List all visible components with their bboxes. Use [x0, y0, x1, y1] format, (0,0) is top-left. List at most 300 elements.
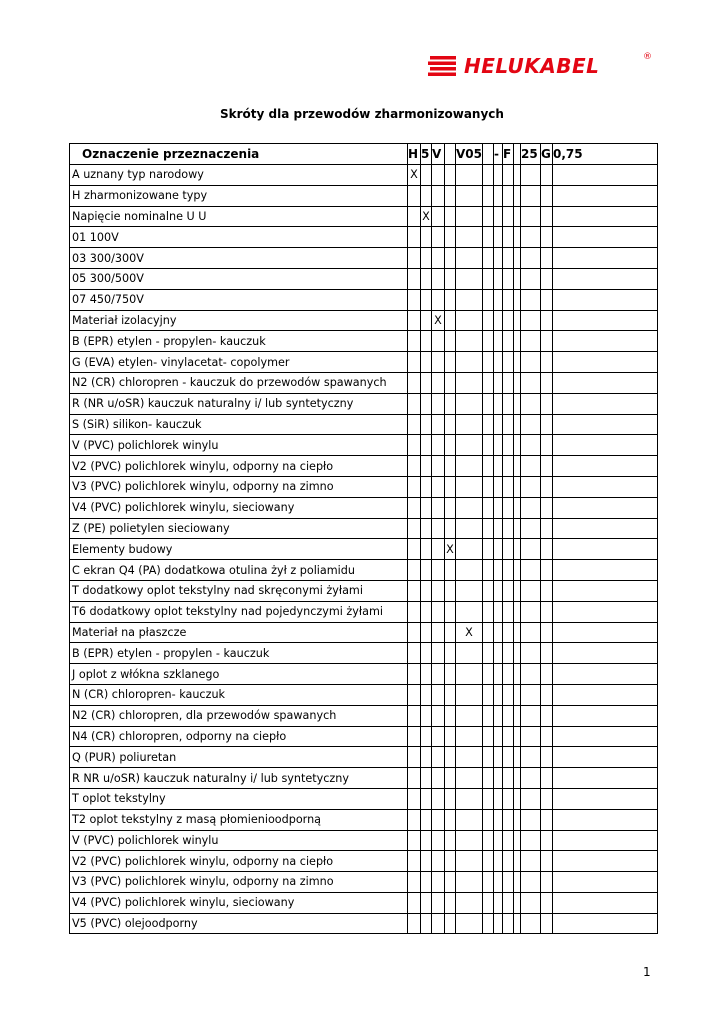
- code-cell: [541, 289, 553, 310]
- code-cell: [541, 393, 553, 414]
- code-cell: [494, 476, 503, 497]
- code-cell: [494, 580, 503, 601]
- code-cell: [483, 851, 494, 872]
- code-cell: [483, 372, 494, 393]
- code-cell: [483, 310, 494, 331]
- code-cell: [503, 768, 514, 789]
- code-cell: [521, 435, 541, 456]
- header-code-cell: 5: [421, 144, 432, 165]
- row-label: V (PVC) polichlorek winylu: [70, 830, 408, 851]
- code-cell: [503, 560, 514, 581]
- code-cell: [553, 227, 658, 248]
- code-cell: [432, 227, 445, 248]
- helukabel-logo-mark-icon: [428, 56, 458, 76]
- code-cell: [553, 892, 658, 913]
- row-label: S (SiR) silikon- kauczuk: [70, 414, 408, 435]
- code-cell: [445, 872, 456, 893]
- table-row: [70, 331, 658, 352]
- code-cell: [445, 747, 456, 768]
- code-cell: [494, 248, 503, 269]
- code-cell: [503, 289, 514, 310]
- code-cell: [421, 539, 432, 560]
- code-cell: [456, 165, 483, 186]
- code-cell: [503, 892, 514, 913]
- table-row: [70, 165, 658, 186]
- code-cell: [541, 851, 553, 872]
- code-cell: [483, 185, 494, 206]
- code-cell: [421, 372, 432, 393]
- code-cell: [553, 747, 658, 768]
- code-cell: [553, 206, 658, 227]
- code-cell: [408, 227, 421, 248]
- code-cell: [553, 518, 658, 539]
- code-cell: [483, 476, 494, 497]
- code-cell: [456, 476, 483, 497]
- code-cell: [494, 185, 503, 206]
- code-cell: [408, 393, 421, 414]
- code-cell: [553, 476, 658, 497]
- table-body: [70, 165, 658, 934]
- row-label: 07 450/750V: [70, 289, 408, 310]
- table-row: [70, 747, 658, 768]
- code-cell: [553, 601, 658, 622]
- code-cell: [408, 872, 421, 893]
- code-cell: X: [445, 539, 456, 560]
- code-cell: [456, 643, 483, 664]
- code-cell: [421, 580, 432, 601]
- code-cell: [541, 830, 553, 851]
- code-cell: [432, 435, 445, 456]
- row-label: C ekran Q4 (PA) dodatkowa otulina żył z poliamidu: [70, 560, 408, 581]
- code-cell: [553, 310, 658, 331]
- row-label: 01 100V: [70, 227, 408, 248]
- header-code-cell: 25: [521, 144, 541, 165]
- code-cell: [521, 851, 541, 872]
- table-row: [70, 664, 658, 685]
- code-cell: [514, 872, 521, 893]
- code-cell: [408, 435, 421, 456]
- code-cell: [514, 684, 521, 705]
- code-cell: [408, 331, 421, 352]
- code-cell: [483, 622, 494, 643]
- row-label: Materiał na płaszcze: [70, 622, 408, 643]
- code-cell: [503, 165, 514, 186]
- code-cell: [445, 165, 456, 186]
- code-cell: [432, 664, 445, 685]
- code-cell: [432, 705, 445, 726]
- code-cell: [494, 393, 503, 414]
- code-cell: [553, 684, 658, 705]
- code-cell: [456, 809, 483, 830]
- code-cell: [503, 331, 514, 352]
- code-cell: [503, 248, 514, 269]
- code-cell: [408, 726, 421, 747]
- row-label: 05 300/500V: [70, 268, 408, 289]
- code-cell: [514, 643, 521, 664]
- code-cell: [553, 248, 658, 269]
- table-row: [70, 206, 658, 227]
- code-cell: [421, 289, 432, 310]
- code-cell: [541, 768, 553, 789]
- code-cell: [421, 456, 432, 477]
- code-cell: [408, 518, 421, 539]
- code-cell: [514, 892, 521, 913]
- code-cell: [494, 518, 503, 539]
- code-cell: [432, 497, 445, 518]
- code-cell: [514, 248, 521, 269]
- code-cell: [494, 539, 503, 560]
- code-cell: [456, 393, 483, 414]
- code-cell: [541, 497, 553, 518]
- code-cell: [514, 851, 521, 872]
- row-label: B (EPR) etylen - propylen- kauczuk: [70, 331, 408, 352]
- code-cell: [541, 456, 553, 477]
- code-cell: [514, 435, 521, 456]
- code-cell: [483, 435, 494, 456]
- code-cell: [445, 788, 456, 809]
- code-cell: [421, 560, 432, 581]
- code-cell: [503, 851, 514, 872]
- code-cell: [521, 456, 541, 477]
- code-cell: [494, 435, 503, 456]
- code-cell: [408, 560, 421, 581]
- code-cell: [494, 830, 503, 851]
- code-cell: [514, 497, 521, 518]
- code-cell: [432, 165, 445, 186]
- code-cell: [408, 809, 421, 830]
- code-cell: [514, 393, 521, 414]
- page-number: 1: [643, 965, 651, 979]
- table-row: [70, 601, 658, 622]
- code-cell: [553, 705, 658, 726]
- code-cell: [483, 726, 494, 747]
- code-cell: [541, 560, 553, 581]
- code-cell: [456, 248, 483, 269]
- row-label: R NR u/oSR) kauczuk naturalny i/ lub syntetyczny: [70, 768, 408, 789]
- code-cell: [421, 601, 432, 622]
- code-cell: [514, 705, 521, 726]
- code-cell: [541, 664, 553, 685]
- code-cell: [521, 560, 541, 581]
- header-code-cell: H: [408, 144, 421, 165]
- code-cell: [503, 643, 514, 664]
- code-cell: [483, 456, 494, 477]
- code-cell: [483, 497, 494, 518]
- code-cell: [521, 913, 541, 934]
- code-cell: [445, 580, 456, 601]
- code-cell: [553, 539, 658, 560]
- code-cell: [503, 830, 514, 851]
- table-row: [70, 248, 658, 269]
- code-cell: [494, 268, 503, 289]
- code-cell: [432, 248, 445, 269]
- code-cell: [456, 726, 483, 747]
- code-cell: [514, 539, 521, 560]
- code-cell: [521, 892, 541, 913]
- row-label: N (CR) chloropren- kauczuk: [70, 684, 408, 705]
- code-cell: [456, 289, 483, 310]
- code-cell: [445, 227, 456, 248]
- code-cell: [503, 310, 514, 331]
- code-cell: [514, 601, 521, 622]
- code-cell: [432, 289, 445, 310]
- code-cell: [445, 643, 456, 664]
- code-cell: [521, 830, 541, 851]
- page-title: Skróty dla przewodów zharmonizowanych: [220, 107, 504, 121]
- table-row: [70, 580, 658, 601]
- code-cell: [541, 518, 553, 539]
- code-cell: [514, 830, 521, 851]
- row-label: V (PVC) polichlorek winylu: [70, 435, 408, 456]
- row-label: N2 (CR) chloropren - kauczuk do przewodów spawanych: [70, 372, 408, 393]
- code-cell: [553, 456, 658, 477]
- row-label: J oplot z włókna szklanego: [70, 664, 408, 685]
- table-row: [70, 830, 658, 851]
- code-cell: [521, 518, 541, 539]
- code-cell: [503, 352, 514, 373]
- code-cell: [521, 643, 541, 664]
- code-cell: [494, 497, 503, 518]
- code-cell: [483, 165, 494, 186]
- code-cell: [432, 456, 445, 477]
- code-cell: [456, 851, 483, 872]
- code-cell: [445, 809, 456, 830]
- code-cell: [494, 705, 503, 726]
- code-cell: [408, 414, 421, 435]
- code-cell: [456, 601, 483, 622]
- code-cell: [553, 664, 658, 685]
- code-cell: [494, 788, 503, 809]
- row-label: T2 oplot tekstylny z masą płomienioodporną: [70, 809, 408, 830]
- code-cell: [553, 331, 658, 352]
- code-cell: [514, 206, 521, 227]
- code-cell: [483, 664, 494, 685]
- code-cell: [553, 809, 658, 830]
- code-cell: [503, 476, 514, 497]
- table-row: [70, 497, 658, 518]
- code-cell: [483, 643, 494, 664]
- code-cell: [456, 830, 483, 851]
- code-cell: [521, 809, 541, 830]
- code-cell: [494, 331, 503, 352]
- table-row: [70, 372, 658, 393]
- code-cell: [503, 393, 514, 414]
- code-cell: [521, 622, 541, 643]
- code-cell: [408, 747, 421, 768]
- code-cell: [521, 684, 541, 705]
- code-cell: [503, 872, 514, 893]
- code-cell: [432, 788, 445, 809]
- code-cell: [541, 310, 553, 331]
- code-cell: [456, 747, 483, 768]
- code-cell: [541, 684, 553, 705]
- code-cell: [421, 872, 432, 893]
- code-cell: [541, 705, 553, 726]
- code-cell: [494, 872, 503, 893]
- code-cell: [503, 580, 514, 601]
- code-cell: [408, 580, 421, 601]
- code-cell: [541, 788, 553, 809]
- code-cell: [503, 809, 514, 830]
- code-cell: [432, 518, 445, 539]
- code-cell: [553, 726, 658, 747]
- table-row: [70, 913, 658, 934]
- code-cell: [432, 726, 445, 747]
- code-cell: [494, 747, 503, 768]
- code-cell: [432, 643, 445, 664]
- code-cell: [432, 372, 445, 393]
- code-cell: [521, 393, 541, 414]
- code-cell: [445, 684, 456, 705]
- code-cell: [541, 580, 553, 601]
- code-cell: [483, 560, 494, 581]
- code-cell: [541, 165, 553, 186]
- code-cell: [521, 705, 541, 726]
- code-cell: [445, 560, 456, 581]
- code-cell: [503, 518, 514, 539]
- code-cell: [521, 289, 541, 310]
- code-cell: [494, 227, 503, 248]
- code-cell: [541, 206, 553, 227]
- code-cell: [421, 830, 432, 851]
- row-label: V3 (PVC) polichlorek winylu, odporny na zimno: [70, 476, 408, 497]
- code-cell: [503, 726, 514, 747]
- code-cell: [494, 560, 503, 581]
- code-cell: [541, 892, 553, 913]
- header-code-cell: F: [503, 144, 514, 165]
- code-cell: [514, 476, 521, 497]
- code-cell: [432, 580, 445, 601]
- row-label: H zharmonizowane typy: [70, 185, 408, 206]
- code-cell: [514, 372, 521, 393]
- code-cell: [456, 456, 483, 477]
- table-row: [70, 560, 658, 581]
- code-cell: [514, 560, 521, 581]
- code-cell: [514, 580, 521, 601]
- code-cell: [456, 560, 483, 581]
- code-cell: [456, 705, 483, 726]
- code-cell: [408, 705, 421, 726]
- code-cell: [456, 518, 483, 539]
- code-cell: [521, 185, 541, 206]
- code-cell: [456, 227, 483, 248]
- table-row: [70, 393, 658, 414]
- code-cell: [503, 372, 514, 393]
- code-cell: [421, 768, 432, 789]
- code-cell: [521, 872, 541, 893]
- code-cell: [494, 372, 503, 393]
- table-row: [70, 185, 658, 206]
- code-cell: [432, 560, 445, 581]
- table-row: [70, 268, 658, 289]
- table-row: [70, 643, 658, 664]
- code-cell: [445, 601, 456, 622]
- code-cell: [514, 289, 521, 310]
- code-cell: [456, 872, 483, 893]
- code-cell: [541, 435, 553, 456]
- code-cell: [521, 414, 541, 435]
- code-cell: [483, 352, 494, 373]
- code-cell: [445, 185, 456, 206]
- code-cell: [421, 476, 432, 497]
- code-cell: [408, 892, 421, 913]
- code-cell: [553, 830, 658, 851]
- code-cell: [432, 185, 445, 206]
- header-code-cell: 0,75: [553, 144, 658, 165]
- code-cell: [432, 331, 445, 352]
- code-cell: [432, 206, 445, 227]
- header-code-cell: G: [541, 144, 553, 165]
- code-cell: [503, 622, 514, 643]
- code-cell: [445, 289, 456, 310]
- code-cell: [553, 768, 658, 789]
- code-cell: [445, 268, 456, 289]
- code-cell: [503, 684, 514, 705]
- code-cell: [445, 414, 456, 435]
- code-cell: [503, 456, 514, 477]
- code-cell: [494, 684, 503, 705]
- code-cell: [521, 580, 541, 601]
- row-label: B (EPR) etylen - propylen - kauczuk: [70, 643, 408, 664]
- code-cell: [445, 310, 456, 331]
- code-cell: [408, 352, 421, 373]
- table-row: [70, 872, 658, 893]
- table-row: [70, 310, 658, 331]
- code-cell: [514, 768, 521, 789]
- code-cell: [432, 601, 445, 622]
- code-cell: [456, 206, 483, 227]
- code-cell: [483, 747, 494, 768]
- code-cell: [421, 227, 432, 248]
- code-cell: [521, 476, 541, 497]
- code-cell: [553, 643, 658, 664]
- code-cell: [483, 788, 494, 809]
- code-cell: [432, 830, 445, 851]
- code-cell: [456, 310, 483, 331]
- code-cell: [421, 788, 432, 809]
- code-cell: [432, 352, 445, 373]
- code-cell: [553, 913, 658, 934]
- code-cell: [541, 643, 553, 664]
- code-cell: [494, 206, 503, 227]
- code-cell: [432, 684, 445, 705]
- code-cell: [408, 289, 421, 310]
- code-cell: [483, 289, 494, 310]
- row-label: T dodatkowy oplot tekstylny nad skręconymi żyłami: [70, 580, 408, 601]
- code-cell: [432, 892, 445, 913]
- table-row: [70, 726, 658, 747]
- code-cell: [494, 892, 503, 913]
- code-cell: [483, 331, 494, 352]
- row-label: V2 (PVC) polichlorek winylu, odporny na ciepło: [70, 851, 408, 872]
- code-cell: [445, 851, 456, 872]
- code-cell: [494, 913, 503, 934]
- code-cell: [456, 414, 483, 435]
- row-label: V2 (PVC) polichlorek winylu, odporny na ciepło: [70, 456, 408, 477]
- code-cell: [553, 165, 658, 186]
- code-cell: [456, 331, 483, 352]
- code-cell: [541, 414, 553, 435]
- code-cell: [483, 539, 494, 560]
- code-cell: [445, 352, 456, 373]
- code-cell: [421, 705, 432, 726]
- code-cell: [553, 560, 658, 581]
- header-label: Oznaczenie przeznaczenia: [70, 144, 408, 165]
- row-label: V3 (PVC) polichlorek winylu, odporny na zimno: [70, 872, 408, 893]
- row-label: Z (PE) polietylen sieciowany: [70, 518, 408, 539]
- row-label: T oplot tekstylny: [70, 788, 408, 809]
- code-cell: [494, 414, 503, 435]
